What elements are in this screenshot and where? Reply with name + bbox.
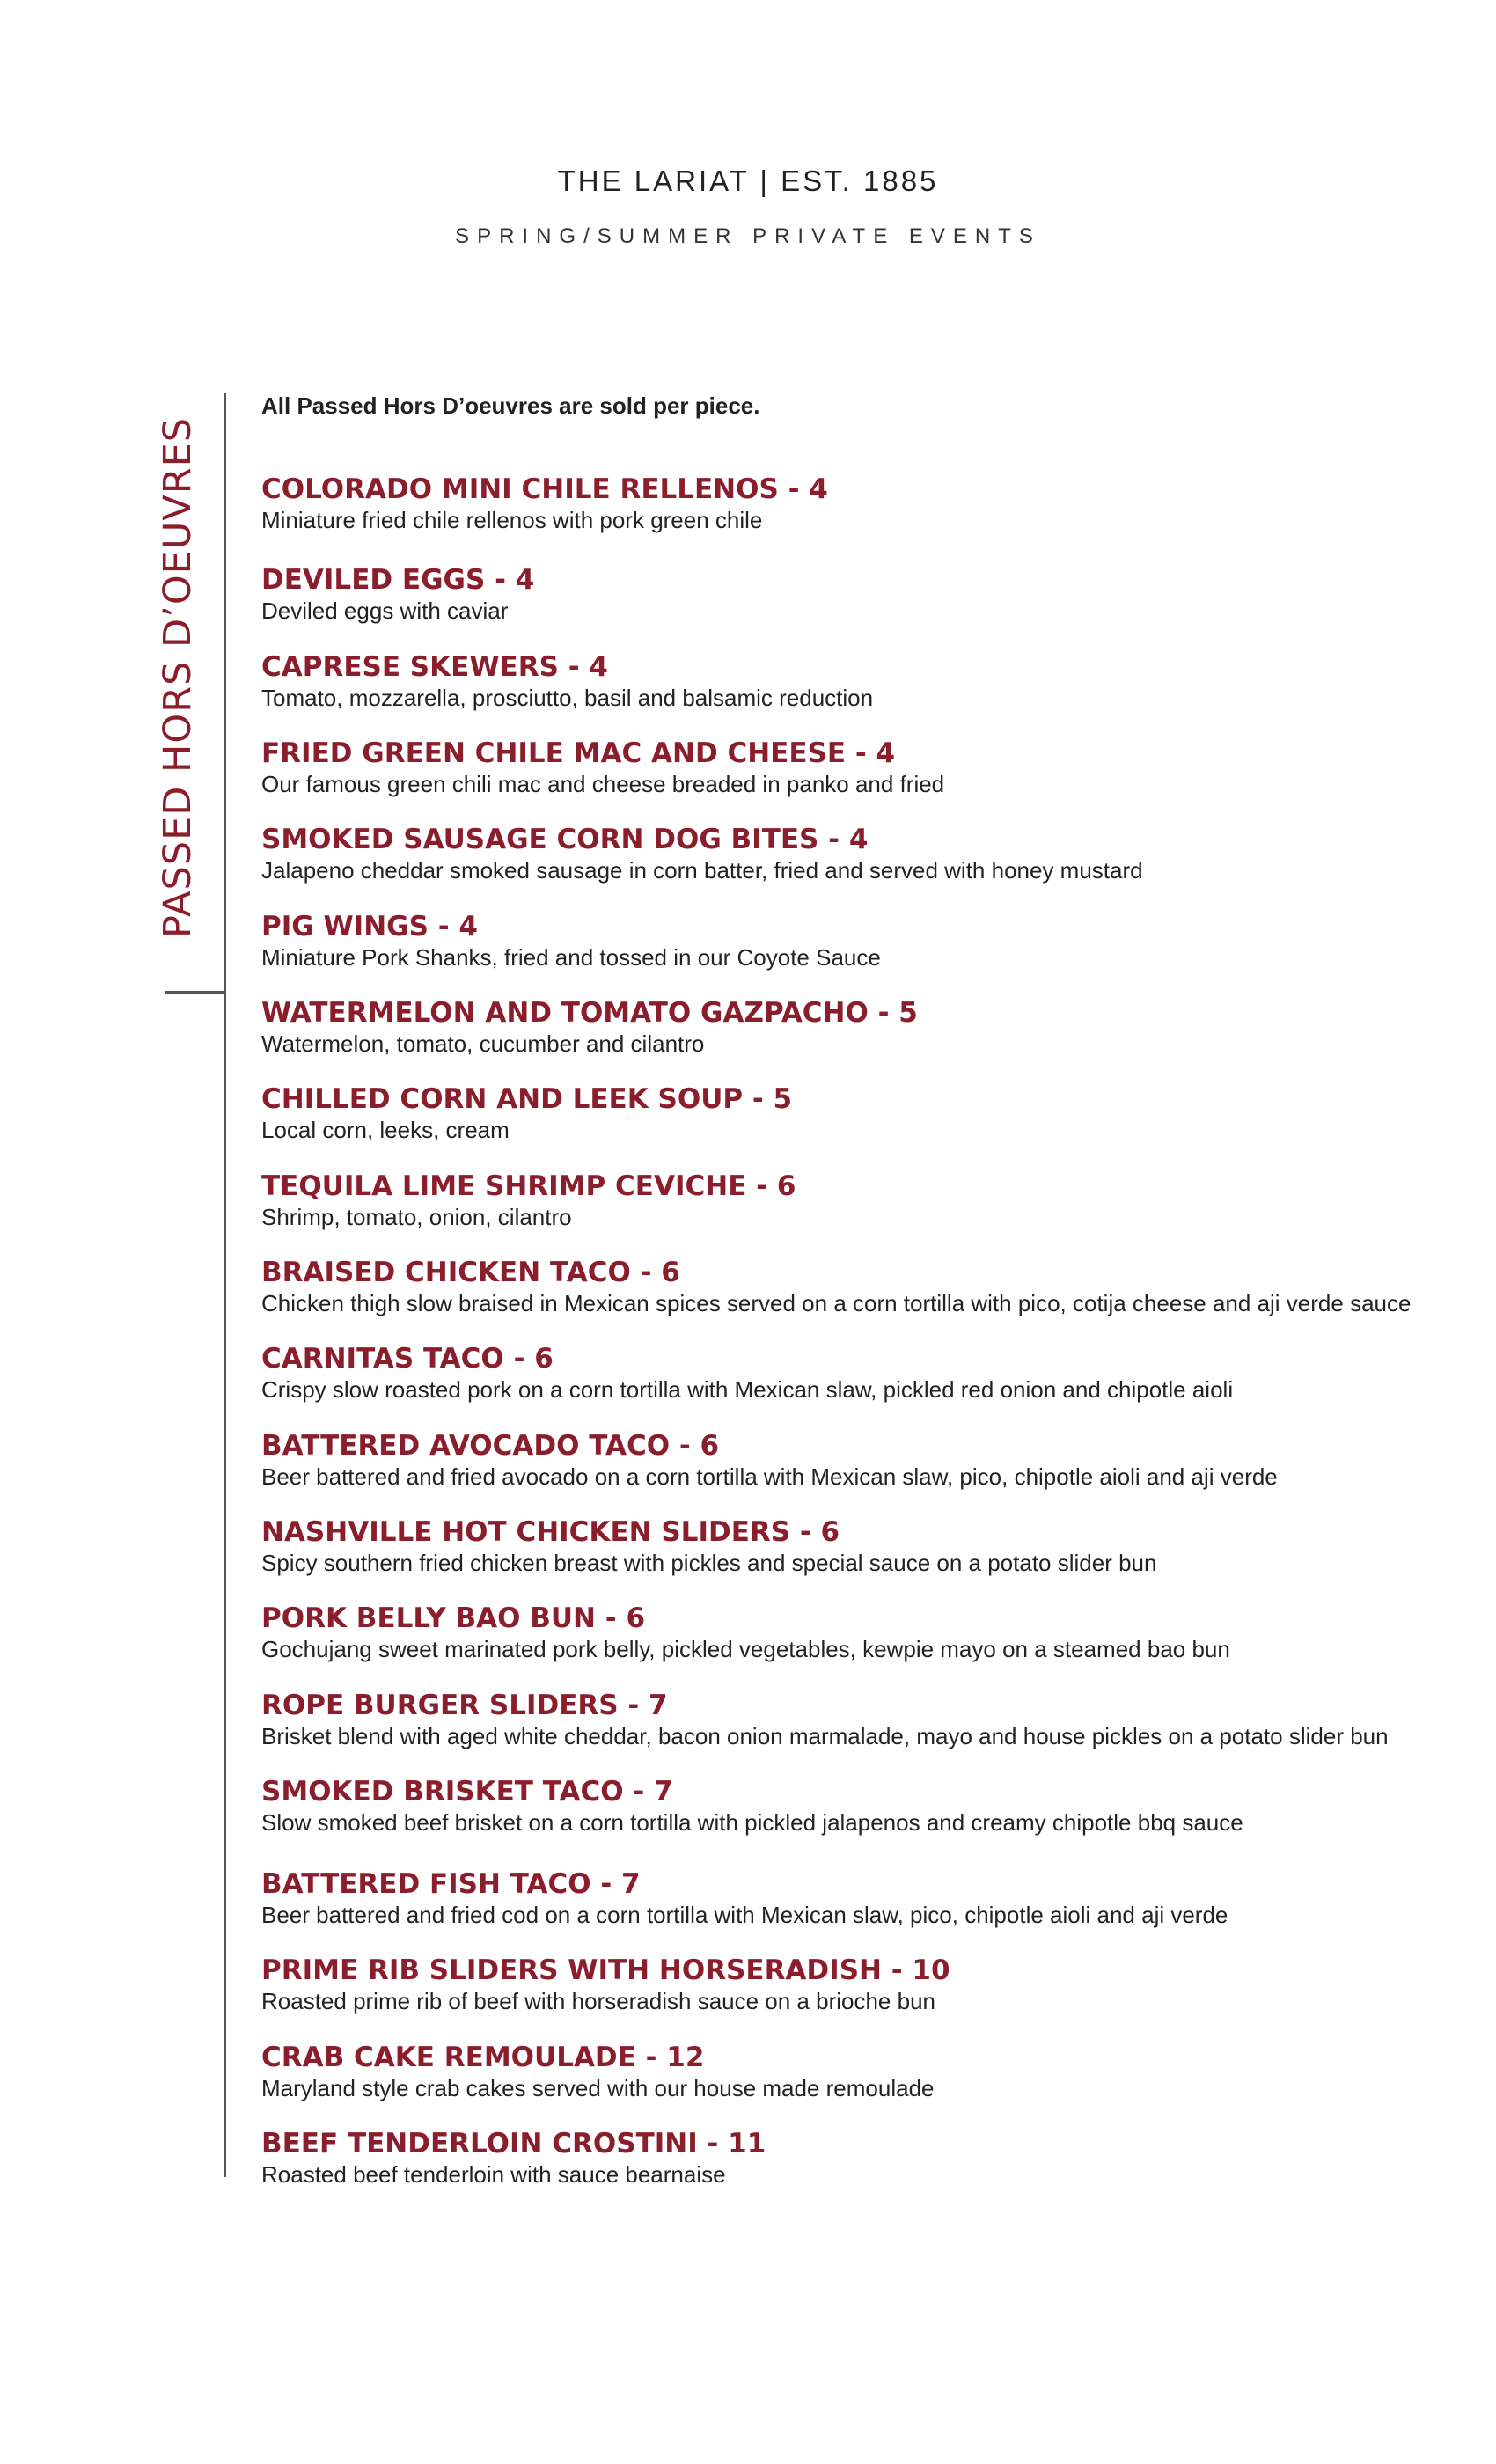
menu-item-name: COLORADO MINI CHILE RELLENOS - 4 (261, 473, 828, 505)
menu-item-description: Crispy slow roasted pork on a corn tortilla with Mexican slaw, pickled red onion and chipotle aioli (261, 1376, 1234, 1403)
menu-item-description: Spicy southern fried chicken breast with pickles and special sauce on a potato slider bun (261, 1550, 1157, 1576)
menu-item-description: Deviled eggs with caviar (261, 598, 509, 624)
menu-item-description: Beer battered and fried cod on a corn tortilla with Mexican slaw, pico, chipotle aioli and aji verde (261, 1902, 1228, 1928)
section-divider-line (224, 393, 226, 2177)
menu-item-description: Tomato, mozzarella, prosciutto, basil and balsamic reduction (261, 685, 874, 711)
menu-item-name: CARNITAS TACO - 6 (261, 1343, 554, 1375)
page-subtitle: SPRING/SUMMER PRIVATE EVENTS (455, 224, 1041, 248)
menu-item-name: PRIME RIB SLIDERS WITH HORSERADISH - 10 (261, 1954, 950, 1986)
section-heading-underline (165, 991, 225, 994)
menu-item-description: Miniature fried chile rellenos with pork green chile (261, 507, 763, 533)
menu-item (261, 1602, 1476, 1663)
section-heading-container (151, 396, 204, 959)
menu-item-name: CAPRESE SKEWERS - 4 (261, 651, 608, 683)
menu-item-description: Roasted prime rib of beef with horseradish sauce on a brioche bun (261, 1988, 935, 2014)
menu-item-name: WATERMELON AND TOMATO GAZPACHO - 5 (261, 997, 918, 1029)
menu-item-description: Slow smoked beef brisket on a corn tortilla with pickled jalapenos and creamy chipotle bbq sauce (261, 1809, 1243, 1836)
menu-item-name: FRIED GREEN CHILE MAC AND CHEESE - 4 (261, 737, 896, 769)
menu-item-name: BATTERED FISH TACO - 7 (261, 1868, 641, 1900)
menu-item (261, 910, 1476, 972)
menu-item-name: DEVILED EGGS - 4 (261, 564, 535, 596)
menu-item (261, 737, 1476, 798)
menu-item (261, 1689, 1476, 1750)
menu-item (261, 1082, 1476, 1144)
menu-item (261, 1775, 1476, 1837)
menu-item-name: PIG WINGS - 4 (261, 911, 478, 942)
menu-item-description: Maryland style crab cakes served with our house made remoulade (261, 2075, 935, 2101)
menu-item (261, 2041, 1476, 2102)
menu-item-name: SMOKED BRISKET TACO - 7 (261, 1776, 673, 1808)
menu-item (261, 1170, 1476, 1231)
menu-item (261, 1515, 1476, 1577)
menu-item-description: Jalapeno cheddar smoked sausage in corn batter, fried and served with honey mustard (261, 857, 1143, 884)
menu-item-description: Beer battered and fried avocado on a corn tortilla with Mexican slaw, pico, chipotle aioli and aji verde (261, 1463, 1278, 1490)
menu-item-description: Miniature Pork Shanks, fried and tossed in our Coyote Sauce (261, 944, 881, 971)
menu-item-description: Roasted beef tenderloin with sauce bearnaise (261, 2161, 726, 2188)
menu-item-description: Chicken thigh slow braised in Mexican spices served on a corn tortilla with pico, cotija cheese and aji verde sauce (261, 1290, 1412, 1316)
menu-item-name: NASHVILLE HOT CHICKEN SLIDERS - 6 (261, 1516, 840, 1548)
menu-item (261, 1342, 1476, 1404)
menu-item (261, 473, 1476, 534)
menu-item (261, 650, 1476, 712)
section-intro: All Passed Hors D’oeuvres are sold per piece. (261, 392, 760, 419)
section-heading: PASSED HORS D’OEUVRES (156, 416, 200, 939)
menu-item-name: BEEF TENDERLOIN CROSTINI - 11 (261, 2128, 766, 2160)
page-title: THE LARIAT | EST. 1885 (557, 165, 939, 197)
menu-item-name: TEQUILA LIME SHRIMP CEVICHE - 6 (261, 1170, 796, 1202)
menu-item-name: CRAB CAKE REMOULADE - 12 (261, 2042, 705, 2073)
menu-item-name: SMOKED SAUSAGE CORN DOG BITES - 4 (261, 824, 869, 855)
menu-item (261, 563, 1476, 625)
menu-item-name: BRAISED CHICKEN TACO - 6 (261, 1257, 680, 1288)
menu-item-description: Local corn, leeks, cream (261, 1117, 510, 1143)
menu-item-name: PORK BELLY BAO BUN - 6 (261, 1602, 646, 1634)
menu-item (261, 996, 1476, 1058)
menu-item (261, 1867, 1476, 1929)
menu-item (261, 823, 1476, 884)
menu-item-description: Shrimp, tomato, onion, cilantro (261, 1204, 572, 1230)
menu-item (261, 1954, 1476, 2015)
menu-item-description: Watermelon, tomato, cucumber and cilantro (261, 1030, 705, 1057)
menu-item-description: Our famous green chili mac and cheese breaded in panko and fried (261, 771, 945, 797)
menu-item-name: CHILLED CORN AND LEEK SOUP - 5 (261, 1083, 793, 1115)
menu-item-description: Brisket blend with aged white cheddar, bacon onion marmalade, mayo and house pickles on a potato slider bun (261, 1723, 1389, 1749)
menu-item-name: BATTERED AVOCADO TACO - 6 (261, 1430, 720, 1462)
menu-item-name: ROPE BURGER SLIDERS - 7 (261, 1690, 668, 1721)
menu-item (261, 2127, 1476, 2189)
menu-item-description: Gochujang sweet marinated pork belly, pickled vegetables, kewpie mayo on a steamed bao bun (261, 1636, 1230, 1662)
menu-item (261, 1256, 1476, 1317)
menu-item (261, 1429, 1476, 1491)
